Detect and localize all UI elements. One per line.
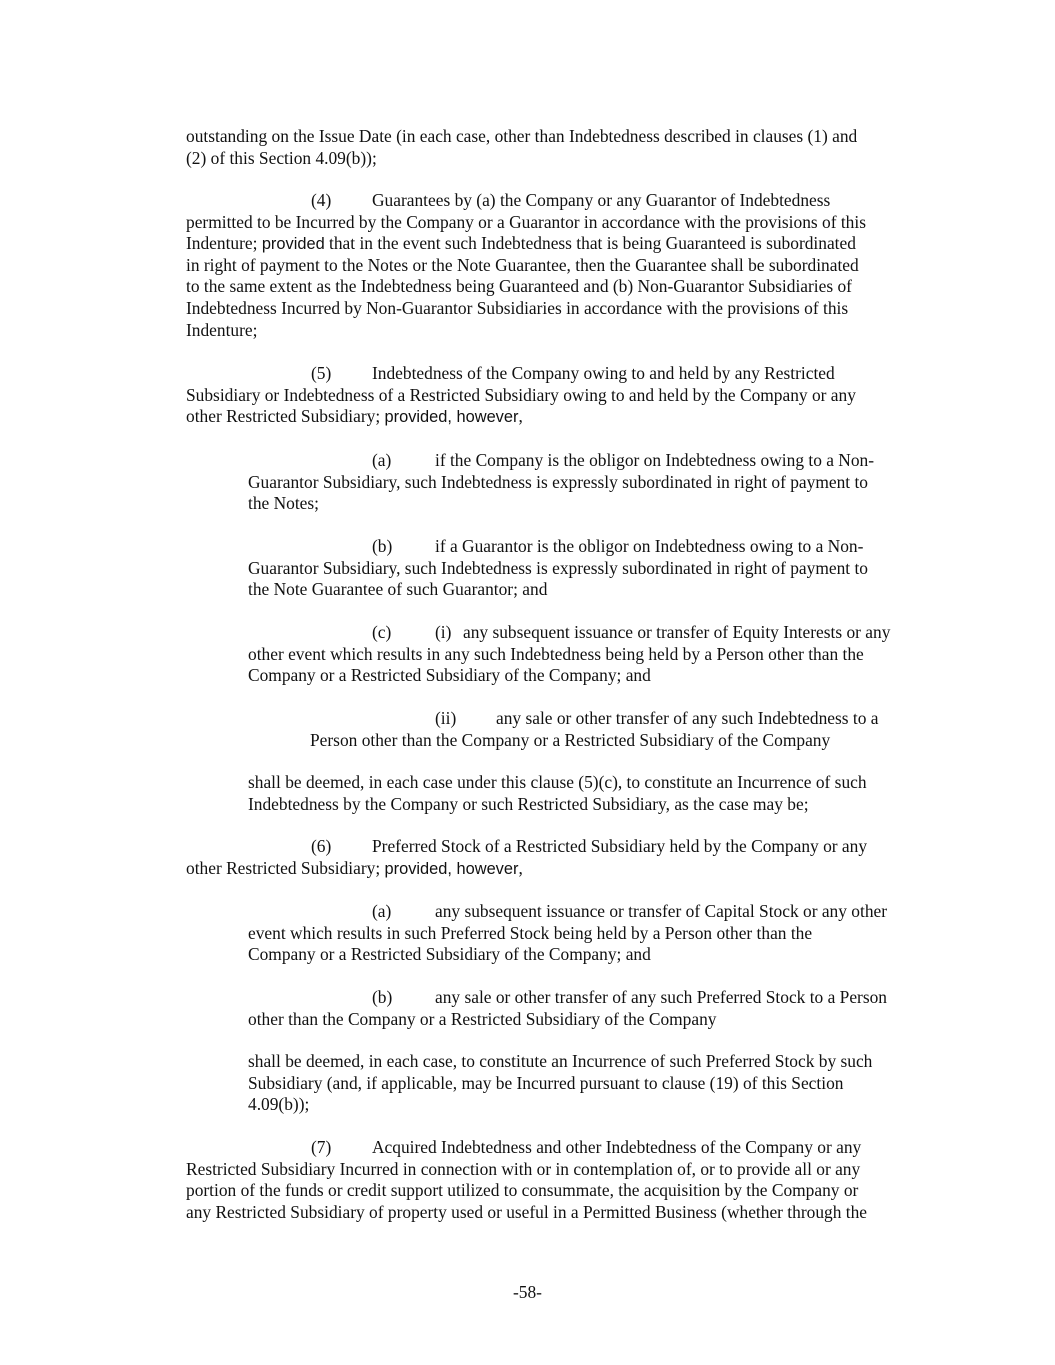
text-line: Company or a Restricted Subsidiary of the Company; and xyxy=(248,665,651,686)
sub-sub-clause-number: (i) xyxy=(435,622,452,642)
text-line: 4.09(b)); xyxy=(248,1094,310,1115)
text-line: Restricted Subsidiary Incurred in connection with or in contemplation of, or to provide all or any xyxy=(186,1158,861,1179)
clause-6 xyxy=(186,836,867,879)
text-line: Indenture; xyxy=(186,319,258,340)
clause-number: (5) xyxy=(311,363,332,383)
text-fragment: that in the event such Indebtedness that is being Guaranteed is subordinated xyxy=(324,233,856,254)
sub-clause-number: (a) xyxy=(372,901,392,921)
text-line: the Note Guarantee of such Guarantor; and xyxy=(248,579,548,600)
text-line: Person other than the Company or a Restricted Subsidiary of the Company xyxy=(310,729,831,750)
clause-5-b xyxy=(248,536,868,601)
text-line: shall be deemed, in each case under this clause (5)(c), to constitute an Incurrence of such xyxy=(248,772,867,792)
clause-5-a xyxy=(248,450,874,515)
text-line: Company or a Restricted Subsidiary of the Company; and xyxy=(248,944,651,965)
text-line: Acquired Indebtedness and other Indebtedness of the Company or any xyxy=(372,1137,862,1157)
text-fragment: other Restricted Subsidiary; xyxy=(186,406,385,427)
text-line: any sale or other transfer of any such Preferred Stock to a Person xyxy=(435,987,888,1007)
clause-number: (6) xyxy=(311,836,332,856)
clause-7 xyxy=(186,1137,867,1223)
clause-number: (7) xyxy=(311,1137,332,1157)
clause-4 xyxy=(186,190,866,341)
text-line: Indebtedness of the Company owing to and held by any Restricted xyxy=(372,363,835,383)
text-line: any Restricted Subsidiary of property used or useful in a Permitted Business (whether through the xyxy=(186,1201,867,1222)
page-number: -58- xyxy=(513,1282,542,1302)
text-line: Indebtedness Incurred by Non-Guarantor Subsidiaries in accordance with the provisions of this xyxy=(186,297,849,318)
text-line: Guarantor Subsidiary, such Indebtedness is expressly subordinated in right of payment to xyxy=(248,471,868,492)
text-line: any subsequent issuance or transfer of Capital Stock or any other xyxy=(435,901,888,921)
text-line: if a Guarantor is the obligor on Indebtedness owing to a Non- xyxy=(435,536,864,556)
text-line: permitted to be Incurred by the Company or a Guarantor in accordance with the provisions of this xyxy=(186,211,866,232)
clause-6-b xyxy=(248,987,887,1030)
text-line: Guarantor Subsidiary, such Indebtedness is expressly subordinated in right of payment to xyxy=(248,557,868,578)
text-fragment: other Restricted Subsidiary; xyxy=(186,857,385,878)
clause-5-tail xyxy=(248,772,867,815)
text-line: Guarantees by (a) the Company or any Guarantor of Indebtedness xyxy=(372,190,831,210)
text-line: (2) of this Section 4.09(b)); xyxy=(186,147,377,168)
clause-5-c xyxy=(248,622,890,687)
clause-5 xyxy=(186,363,856,428)
text-line: the Notes; xyxy=(248,493,319,514)
text-fragment: , xyxy=(518,857,523,878)
text-line: in right of payment to the Notes or the Note Guarantee, then the Guarantee shall be subordinated xyxy=(186,254,859,275)
text-fragment: , xyxy=(518,406,523,427)
sub-clause-number: (a) xyxy=(372,450,392,470)
text-line: shall be deemed, in each case, to constitute an Incurrence of such Preferred Stock by such xyxy=(248,1051,873,1071)
text-line: Subsidiary (and, if applicable, may be Incurred pursuant to clause (19) of this Section xyxy=(248,1072,844,1093)
provided-however-keyword: provided, however xyxy=(384,408,519,427)
text-line: portion of the funds or credit support utilized to consummate, the acquisition by the Company or xyxy=(186,1180,859,1201)
text-fragment: Indenture; xyxy=(186,233,262,254)
sub-clause-number: (c) xyxy=(372,622,392,642)
clause-5-c-ii xyxy=(310,708,878,751)
intro-paragraph xyxy=(186,126,857,169)
sub-clause-number: (b) xyxy=(372,536,393,556)
text-line: any subsequent issuance or transfer of Equity Interests or any xyxy=(463,622,891,642)
text-line: event which results in such Preferred Stock being held by a Person other than the xyxy=(248,922,813,943)
text-line: other than the Company or a Restricted Subsidiary of the Company xyxy=(248,1008,717,1029)
text-line: outstanding on the Issue Date (in each case, other than Indebtedness described in clauses (1) and xyxy=(186,126,858,146)
sub-clause-number: (b) xyxy=(372,987,393,1007)
clause-6-tail xyxy=(248,1051,872,1116)
text-line: other event which results in any such Indebtedness being held by a Person other than the xyxy=(248,643,864,664)
text-line: any sale or other transfer of any such Indebtedness to a xyxy=(496,708,879,728)
text-line: if the Company is the obligor on Indebtedness owing to a Non- xyxy=(435,450,875,470)
clause-6-a xyxy=(248,901,887,966)
text-line: Preferred Stock of a Restricted Subsidiary held by the Company or any xyxy=(372,836,868,856)
text-line: Indebtedness by the Company or such Restricted Subsidiary, as the case may be; xyxy=(248,793,809,814)
text-line: Subsidiary or Indebtedness of a Restricted Subsidiary owing to and held by the Company or any xyxy=(186,384,856,405)
provided-keyword: provided xyxy=(261,235,325,254)
text-line: to the same extent as the Indebtedness being Guaranteed and (b) Non-Guarantor Subsidiaries of xyxy=(186,276,852,297)
clause-number: (4) xyxy=(311,190,332,210)
provided-however-keyword: provided, however xyxy=(384,859,519,878)
sub-sub-clause-number: (ii) xyxy=(435,708,457,728)
